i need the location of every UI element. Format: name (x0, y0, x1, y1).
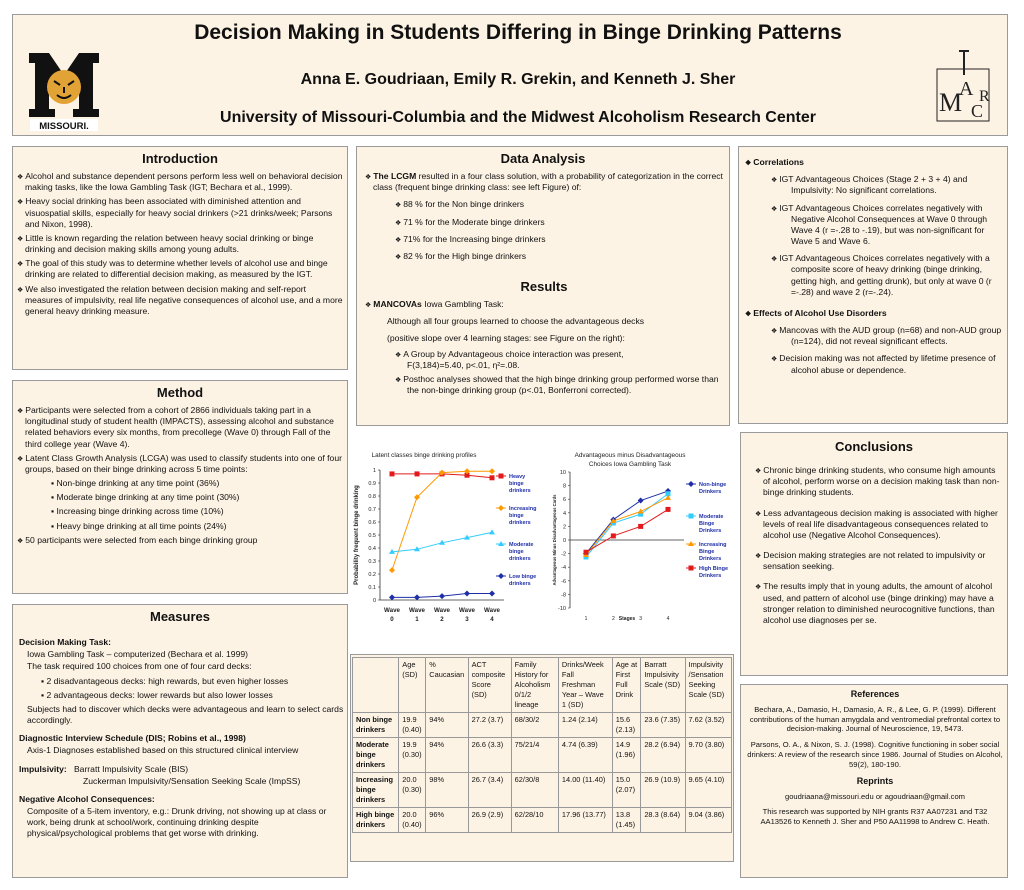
legend-label: Heavy binge drinkers (509, 474, 531, 494)
table-cell: 28.3 (8.64) (641, 807, 685, 832)
y-tick-label: 0.7 (368, 507, 376, 513)
data-point (464, 591, 470, 597)
conclusion-item: ❖ Less advantageous decision making is associated with higher levels of real life disadvantageous consequences related to alcohol use (Negative Alcohol Consequences). (755, 508, 1003, 542)
y-tick-label: 0.1 (368, 585, 376, 591)
data-point (439, 593, 445, 599)
y-tick-label: -8 (561, 592, 566, 599)
x-tick-label: 2 (440, 616, 444, 623)
latent-class-chart (352, 448, 546, 628)
y-tick-label: 0.9 (368, 481, 376, 487)
legend-label: Moderate binge drinkers (509, 542, 534, 562)
data-point (689, 566, 694, 571)
correlations-panel (738, 146, 1008, 424)
table-cell: 68/30/2 (511, 712, 558, 737)
mancova-text: Iowa Gambling Task: (421, 299, 504, 309)
intro-item: ❖ Little is known regarding the relation between heavy social drinking or binge drinking and decision making skills among young adults. (17, 233, 345, 255)
table-header-cell: Impulsivity /Sensation Seeking Scale (SD) (685, 658, 731, 713)
data-point (584, 550, 589, 555)
results-bullet1a: ❖ A Group by Advantageous choice interaction was present, (365, 349, 725, 360)
series-line (586, 498, 668, 555)
y-tick-label: 0.2 (368, 572, 376, 578)
chart-title: Advantageous minus Disadvantageous Choices Iowa Gambling Task (574, 452, 686, 468)
dm-line3: Subjects had to discover which decks were advantageous and learn to select cards accordingly. (27, 703, 344, 726)
nac-title: Negative Alcohol Consequences: (19, 793, 155, 804)
x-tick-label: Wave (459, 607, 475, 614)
table-cell: 15.6 (2.13) (612, 712, 641, 737)
results-heading: Results (520, 279, 568, 294)
table-cell: Increasing binge drinkers (353, 772, 399, 807)
impulsivity-line2: Zuckerman Impulsivity/Sensation Seeking Scale (ImpSS) (83, 775, 301, 786)
reference-item: Parsons, O. A., & Nixon, S. J. (1998). Cognitive functioning in sober social drinkers: A review of the research since 1986. Journal of Studies on Alcohol, 59(2), 180-190. (747, 740, 1003, 769)
table-cell: Moderate binge drinkers (353, 737, 399, 772)
x-tick-label: 4 (666, 616, 670, 622)
data-point (666, 507, 671, 512)
table-cell: 4.74 (6.39) (558, 737, 612, 772)
svg-text:A: A (959, 78, 974, 100)
demographics-table (352, 657, 732, 833)
x-tick-label: 0 (390, 616, 394, 623)
y-tick-label: -6 (561, 578, 566, 585)
conclusions-heading: Conclusions (834, 439, 913, 454)
conclusions-panel (740, 432, 1008, 676)
lcgm-bold: The LCGM (373, 171, 417, 181)
chart-title: Latent classes binge drinking profiles (371, 452, 477, 459)
table-cell: 75/21/4 (511, 737, 558, 772)
data-point (489, 591, 495, 597)
impulsivity-line1: Barratt Impulsivity Scale (BIS) (73, 763, 189, 774)
table-header-cell: Age (SD) (399, 658, 426, 713)
table-row (353, 807, 732, 832)
results-bullet1b: F(3,184)=5.40, p<.01, η²=.08. (407, 359, 520, 370)
table-row (353, 712, 732, 737)
table-header-cell: % Caucasian (426, 658, 468, 713)
measures-heading: Measures (150, 609, 210, 624)
table-cell: 26.6 (3.3) (468, 737, 511, 772)
series-line (586, 494, 668, 557)
y-axis-title: Probability frequent binge drinking (354, 485, 360, 585)
table-cell: 20.0 (0.40) (399, 807, 426, 832)
effects-item: ❖ Decision making was not affected by lifetime presence of alcohol abuse or dependence. (745, 353, 1005, 375)
mizzou-logo-text: MISSOURI. (39, 121, 89, 132)
y-tick-label: 0 (562, 538, 566, 544)
introduction-panel (12, 146, 348, 370)
y-tick-label: 1 (372, 468, 376, 474)
table-header-cell: Drinks/Week Fall Freshman Year – Wave 1 (SD) (558, 658, 612, 713)
dm-line2: The task required 100 choices from one of four card decks: (27, 661, 252, 672)
table-header-cell: Family History for Alcoholism 0/1/2 lineage (511, 658, 558, 713)
poster-title: Decision Making in Students Differing in Binge Drinking Patterns (194, 21, 842, 44)
table-cell: 26.9 (10.9) (641, 772, 685, 807)
effects-item: ❖ Mancovas with the AUD group (n=68) and non-AUD group (n=124), did not reveal significant effects. (745, 325, 1005, 347)
y-tick-label: -4 (561, 565, 566, 572)
correlation-item: ❖ IGT Advantageous Choices correlates negatively with a composite score of heavy drinking (binge drinking, getting high, and getting drunk), but only at wave 0 (r =-.28) and wave 2 (r=-.24). (745, 253, 1005, 298)
dis-title: Diagnostic Interview Schedule (DIS; Robins et al., 1998) (19, 733, 246, 744)
method-panel (12, 380, 348, 594)
legend-label: High Binge Drinkers (699, 566, 729, 579)
y-tick-label: 0.5 (368, 533, 376, 539)
data-point (688, 481, 694, 487)
reference-item: Bechara, A., Damasio, H., Damasio, A. R., & Lee, G. P. (1999). Different contributions of the human amygdala and ventromedial prefrontal cortex to decision-making. Journal of Neuroscience, 19, 5473. (749, 704, 1001, 734)
svg-text:R: R (979, 88, 990, 105)
x-tick-label: 3 (639, 616, 643, 622)
data-point (489, 529, 495, 534)
reprints-heading: Reprints (856, 775, 894, 786)
table-cell: 15.0 (2.07) (612, 772, 641, 807)
table-cell: 62/28/10 (511, 807, 558, 832)
x-tick-label: 1 (584, 616, 588, 622)
prob-item: ❖ 71% for the Increasing binge drinkers (365, 234, 725, 245)
dis-line: Axis-1 Diagnoses established based on this structured clinical interview (27, 745, 299, 756)
table-header-cell: Age at First Full Drink (612, 658, 641, 713)
reprints-email[interactable]: goudriaana@missouri.edu or agoudriaan@gmail.com (784, 791, 966, 801)
svg-text:C: C (971, 101, 984, 121)
measures-panel (12, 604, 348, 878)
table-cell: Non binge drinkers (353, 712, 399, 737)
x-axis-title: Stages (618, 616, 636, 622)
y-tick-label: 0.4 (368, 546, 376, 552)
data-point (389, 567, 395, 573)
table-cell: 14.00 (11.40) (558, 772, 612, 807)
y-tick-label: 8 (562, 483, 566, 490)
table-cell: 20.0 (0.30) (399, 772, 426, 807)
data-point (498, 573, 504, 579)
deck-item: ▪ 2 disadvantageous decks: high rewards, but even higher losses (19, 676, 345, 687)
data-point (638, 498, 644, 504)
poster-affiliation: University of Missouri-Columbia and the Midwest Alcoholism Research Center (220, 109, 816, 126)
x-tick-label: Wave (434, 607, 450, 614)
data-analysis-heading: Data Analysis (500, 151, 586, 166)
intro-item: ❖ Alcohol and substance dependent persons perform less well on behavioral decision making tasks, like the Iowa Gambling Task (IGT; Bechara et al., 1999). (17, 171, 345, 193)
poster-header (12, 14, 1008, 136)
mizzou-logo (27, 51, 101, 133)
table-cell: 19.9 (0.30) (399, 737, 426, 772)
table-cell: 7.62 (3.52) (685, 712, 731, 737)
y-tick-label: 0.6 (368, 520, 376, 526)
method-item: ❖ Latent Class Growth Analysis (LCGA) was used to classify students into one of four groups, based on their binge drinking across 5 time points: (17, 453, 345, 475)
data-point (414, 594, 420, 600)
results-bullet2: ❖ Posthoc analyses showed that the high binge drinking group performed worse than the non-binge drinking group (p<.01, Bonferroni corrected). (365, 374, 725, 396)
deck-item: ▪ 2 advantageous decks: lower rewards but also lower losses (19, 690, 345, 701)
prob-item: ❖ 71 % for the Moderate binge drinkers (365, 217, 725, 228)
mancova-bold: MANCOVAs (373, 299, 422, 309)
y-tick-label: 4 (562, 510, 566, 517)
y-tick-label: 0.3 (368, 559, 376, 565)
x-tick-label: Wave (384, 607, 400, 614)
iowa-gambling-chart (548, 448, 738, 628)
legend-label: Increasing binge drinkers (509, 506, 537, 526)
intro-item: ❖ The goal of this study was to determine whether levels of alcohol use and binge drinking are related to differential decision making, as measured by the IGT. (17, 258, 345, 280)
effects-heading: ❖ Effects of Alcohol Use Disorders (745, 308, 1005, 319)
y-tick-label: 6 (562, 497, 566, 504)
y-tick-label: 0 (372, 598, 376, 604)
prob-item: ❖ 82 % for the High binge drinkers (365, 251, 725, 262)
x-tick-label: 1 (415, 616, 419, 623)
demographics-table-panel (350, 654, 734, 862)
results-line2: (positive slope over 4 learning stages: see Figure on the right): (387, 333, 625, 344)
x-tick-label: 4 (490, 616, 494, 623)
svg-text:M: M (939, 88, 963, 117)
table-cell: 96% (426, 807, 468, 832)
method-group: ▪ Increasing binge drinking across time (10%) (17, 506, 345, 517)
table-header-cell: ACT composite Score (SD) (468, 658, 511, 713)
method-heading: Method (156, 385, 204, 400)
dm-title: Decision Making Task: (19, 637, 112, 647)
dm-line1: Iowa Gambling Task – computerized (Bechara et al. 1999) (27, 649, 249, 660)
references-heading: References (850, 689, 900, 699)
table-cell: High binge drinkers (353, 807, 399, 832)
method-group: ▪ Non-binge drinking at any time point (36%) (17, 478, 345, 489)
x-tick-label: Wave (484, 607, 500, 614)
table-cell: 28.2 (6.94) (641, 737, 685, 772)
results-line1: Although all four groups learned to choose the advantageous decks (387, 316, 645, 327)
y-axis-title: Advantageous Minus Disadvantageous Cards (552, 494, 557, 586)
x-tick-label: Wave (409, 607, 425, 614)
legend-label: Moderate Binge Drinkers (699, 514, 724, 534)
intro-item: ❖ We also investigated the relation between decision making and self-report measures of impulsivity, real life negative consequences of alcohol use, and a more general heavy drinking measure. (17, 284, 345, 318)
y-tick-label: -10 (558, 606, 566, 612)
table-cell: 13.8 (1.45) (612, 807, 641, 832)
table-cell: 23.6 (7.35) (641, 712, 685, 737)
correlations-heading: ❖ Correlations (745, 157, 1005, 168)
table-row (353, 737, 732, 772)
table-cell: 9.65 (4.10) (685, 772, 731, 807)
conclusion-item: ❖ Decision making strategies are not related to impulsivity or sensation seeking. (755, 550, 1003, 572)
table-row (353, 772, 732, 807)
nac-line: Composite of a 5-item inventory, e.g.: Drunk driving, not showing up at class or work, being drunk at school/work, continuing drinking despite physical/psychological problems that get worse with drinking. (27, 806, 327, 839)
data-point (689, 514, 694, 519)
data-point (489, 468, 495, 474)
lcgm-text: resulted in a four class solution, with a probability of categorization in the correct class (frequent binge drinking class: see left Figure) of: (373, 171, 723, 193)
series-line (586, 491, 668, 554)
data-point (389, 594, 395, 600)
table-cell: 17.96 (13.77) (558, 807, 612, 832)
method-item: ❖ 50 participants were selected from each binge drinking group (17, 535, 345, 546)
x-tick-label: 2 (611, 616, 615, 622)
conclusion-item: ❖ Chronic binge drinking students, who consume high amounts of alcohol, perform worse on a decision making task than non-binge drinking students. (755, 465, 1003, 499)
analysis-results-panel (356, 146, 730, 426)
prob-item: ❖ 88 % for the Non binge drinkers (365, 199, 725, 210)
y-tick-label: 0.8 (368, 494, 376, 500)
table-header-cell: Barratt Impulsivity Scale (SD) (641, 658, 685, 713)
table-cell: 19.9 (0.40) (399, 712, 426, 737)
support-note: This research was supported by NIH grants R37 AA07231 and T32 AA13526 to Kenneth J. Sher and P50 AA11998 to Andrew C. Heath. (760, 807, 990, 827)
table-cell: 98% (426, 772, 468, 807)
y-tick-label: -2 (561, 551, 566, 558)
data-point (638, 524, 643, 529)
references-panel (740, 684, 1008, 878)
data-point (499, 474, 504, 479)
legend-label: Non-binge Drinkers (699, 482, 727, 495)
table-cell: 9.04 (3.86) (685, 807, 731, 832)
table-cell: 27.2 (3.7) (468, 712, 511, 737)
table-header-cell (353, 658, 399, 713)
data-point (415, 471, 420, 476)
table-cell: 26.7 (3.4) (468, 772, 511, 807)
series-line (392, 471, 492, 570)
table-cell: 62/30/8 (511, 772, 558, 807)
table-cell: 1.24 (2.14) (558, 712, 612, 737)
data-point (390, 471, 395, 476)
data-point (498, 505, 504, 511)
correlation-item: ❖ IGT Advantageous Choices (Stage 2 + 3 + 4) and Impulsivity: No significant correlations. (745, 174, 1005, 196)
legend-label: Increasing Binge Drinkers (699, 542, 727, 562)
legend-label: Low binge drinkers (509, 574, 537, 587)
introduction-heading: Introduction (142, 151, 218, 166)
table-cell: 94% (426, 737, 468, 772)
method-item: ❖ Participants were selected from a cohort of 2866 individuals taking part in a longitudinal study of student health (IMPACTS), assessing alcohol and substance related behaviors every six months, from precollege (Wave 0) through Fall of the third college year (Wave 4). (17, 405, 345, 450)
method-group: ▪ Heavy binge drinking at all time points (24%) (17, 521, 345, 532)
y-tick-label: 10 (559, 470, 566, 476)
marc-logo (929, 47, 1001, 127)
table-cell: 14.9 (1.96) (612, 737, 641, 772)
y-tick-label: 2 (562, 524, 566, 531)
table-cell: 94% (426, 712, 468, 737)
impulsivity-label: Impulsivity: (19, 763, 67, 774)
data-point (611, 533, 616, 538)
table-cell: 26.9 (2.9) (468, 807, 511, 832)
correlation-item: ❖ IGT Advantageous Choices correlates negatively with Negative Alcohol Consequences at Wave 0 through Wave 4 (r =-.28 to -.19), but was non-significant for Wave 5 and Wave 6. (745, 203, 1005, 248)
x-tick-label: 3 (465, 616, 469, 623)
table-cell: 9.70 (3.80) (685, 737, 731, 772)
intro-item: ❖ Heavy social drinking has been associated with diminished attention and visuospatial skills, especially for heavy social drinkers (>21 drinks/week; Parsons and Nixon, 1998). (17, 196, 345, 230)
conclusion-item: ❖ The results imply that in young adults, the amount of alcohol used, and pattern of alcohol use (binge drinking) may have a stronger relation to diminished neurocognitive functions, than alcohol use diagnoses per se. (755, 581, 1003, 626)
poster-authors: Anna E. Goudriaan, Emily R. Grekin, and Kenneth J. Sher (300, 71, 736, 88)
data-point (490, 475, 495, 480)
method-group: ▪ Moderate binge drinking at any time point (30%) (17, 492, 345, 503)
